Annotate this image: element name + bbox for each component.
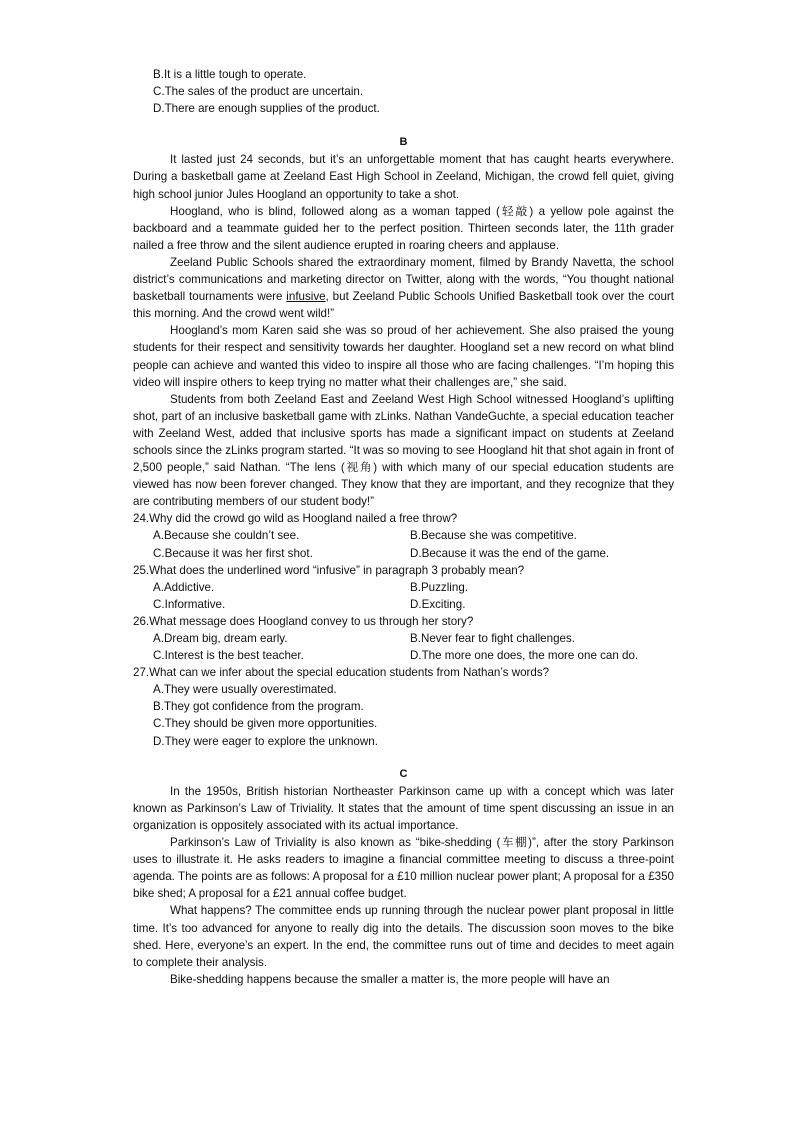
question-26-option-d: D.The more one does, the more one can do. <box>410 649 639 663</box>
paragraph-3-end: , but Zeeland Public Schools Unified Basketball took over the court this morning. And the crowd went wild!” <box>133 290 674 321</box>
question-25-options-row-1 <box>133 579 674 596</box>
underlined-word-infusive: infusive <box>286 290 326 304</box>
question-24-options-row-2 <box>133 545 674 562</box>
question-24-option-b: B.Because she was competitive. <box>410 529 577 543</box>
prev-option-b: B.It is a little tough to operate. <box>153 68 307 81</box>
question-27-option-d: D.They were eager to explore the unknown. <box>153 734 378 748</box>
question-24-option-d: D.Because it was the end of the game. <box>410 546 610 560</box>
section-c-paragraph-3: What happens? The committee ends up running through the nuclear power plant proposal in little time. It’s too advanced for anyone to really dig into the details. The discussion soon moves to the bike shed. Here, everyone’s an expert. In the end, the committee runs out of time and decides to meet again to complete their analysis. <box>133 904 674 969</box>
question-27-stem: 27.What can we infer about the special education students from Nathan’s words? <box>133 666 550 680</box>
question-24-option-c: C.Because it was her first shot. <box>153 546 313 560</box>
section-c-heading: C <box>399 767 408 780</box>
section-c-paragraph-4: Bike-shedding happens because the smaller a matter is, the more people will have an <box>170 972 610 986</box>
question-27-option-a: A.They were usually overestimated. <box>153 683 337 697</box>
question-25-option-a: A.Addictive. <box>153 580 215 594</box>
question-26-stem: 26.What message does Hoogland convey to us through her story? <box>133 614 474 628</box>
prev-option-c: C.The sales of the product are uncertain. <box>153 85 364 99</box>
question-27-option-b: B.They got confidence from the program. <box>153 700 364 714</box>
question-26-options-row-2 <box>133 647 674 664</box>
section-b-paragraph-1: It lasted just 24 seconds, but it’s an unforgettable moment that has caught hearts everywhere. During a basketball game at Zeeland East High School in Zeeland, Michigan, the crowd fell quiet, giving high school junior Jules Hoogland an opportunity to take a shot. <box>133 153 674 201</box>
question-26-option-c: C.Interest is the best teacher. <box>153 649 304 663</box>
prev-option-d: D.There are enough supplies of the product. <box>153 102 380 116</box>
question-27-option-c: C.They should be given more opportunities. <box>153 717 378 731</box>
question-24-stem: 24.Why did the crowd go wild as Hoogland nailed a free throw? <box>133 512 458 526</box>
question-24-options-row-1 <box>133 527 674 544</box>
question-25-option-c: C.Informative. <box>153 597 226 611</box>
section-b-paragraph-2: Hoogland, who is blind, followed along as a woman tapped (轻敲) a yellow pole against the backboard and a teammate guided her to the perfect position. Thirteen seconds later, the 11th grader nailed a free throw and the silent audience erupted in roaring cheers and applause. <box>133 204 674 252</box>
section-c-paragraph-1: In the 1950s, British historian Northeaster Parkinson came up with a concept which was later known as Parkinson’s Law of Triviality. It states that the amount of time spent discussing an issue in an organization is oppositely associated with its actual importance. <box>133 784 674 832</box>
question-26-options-row-1 <box>133 630 674 647</box>
section-b-paragraph-4: Hoogland’s mom Karen said she was so proud of her achievement. She also praised the young students for their respect and sensitivity towards her daughter. Hoogland set a new record on what blind people can achieve and wanted this video to inspire all those who are facing challenges. “I’m hoping this video will inspire others to keep trying no matter what their challenges are,” she said. <box>133 324 674 389</box>
question-25-option-b: B.Puzzling. <box>410 580 468 594</box>
question-25-stem: 25.What does the underlined word “infusive” in paragraph 3 probably mean? <box>133 563 525 577</box>
paragraph-3-start: Zeeland Public Schools shared the extraordinary moment, filmed by Brandy Navetta, the school district’s communications and marketing director on Twitter, along with the words, “You thought national basketball tournaments were <box>133 255 674 304</box>
question-26-option-a: A.Dream big, dream early. <box>153 632 288 645</box>
section-b-heading: B <box>399 136 408 149</box>
question-26-option-b: B.Never fear to fight challenges. <box>410 632 575 645</box>
question-25-options-row-2 <box>133 596 674 613</box>
question-24-option-a: A.Because she couldn’t see. <box>153 529 300 543</box>
question-25-option-d: D.Exciting. <box>410 597 466 611</box>
exam-page <box>133 66 674 988</box>
section-c-paragraph-2: Parkinson’s Law of Triviality is also known as “bike-shedding (车棚)”, after the story Parkinson uses to illustrate it. He asks readers to imagine a financial committee meeting to discuss a three-point agenda. The points are as follows: A proposal for a £10 million nuclear power plant; A proposal for a £350 bike shed; A proposal for a £21 annual coffee budget. <box>133 836 674 901</box>
section-b-paragraph-3 <box>133 254 674 322</box>
section-b-paragraph-5: Students from both Zeeland East and Zeeland West High School witnessed Hoogland’s uplifting shot, part of an inclusive basketball game with zLinks. Nathan VandeGuchte, a special education teacher with Zeeland West, added that inclusive sports has made a significant impact on students at Zeeland schools since the zLinks program started. “It was so moving to see Hoogland hit that shot again in front of 2,500 people,” said Nathan. “The lens (视角) with which many of our special education students are viewed has now been forever changed. They know that they are important, and they recognize that they are contributing members of our student body!” <box>133 392 674 509</box>
